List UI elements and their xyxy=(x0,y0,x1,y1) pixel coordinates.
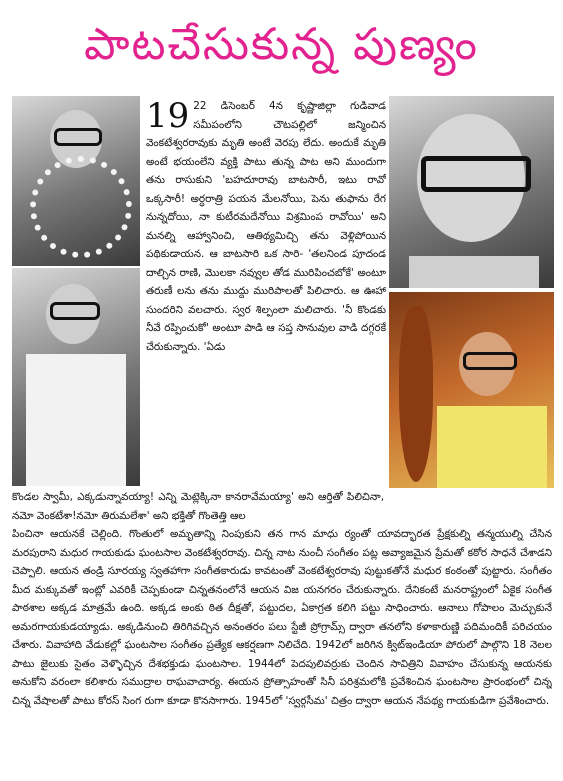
portrait-tanpura xyxy=(389,292,554,488)
portrait-standing xyxy=(12,268,140,486)
portrait-spectacles xyxy=(389,96,554,288)
article-column xyxy=(146,97,386,452)
dropcap: 19 xyxy=(146,97,190,136)
portrait-garland xyxy=(12,96,140,266)
article-body: పించినా ఆయనకే చెల్లింది. గొంతులో అమృతాన్ని నింపుకుని తన గాన మాధు ర్యంతో యావద్భారత ప్రేక్షకుల్ని తన్మయుల్ని చేసిన మరపురాని మధుర గాయకుడు ఘంటసాల వెంకటేశ్వరరావు. చిన్న నాట నుంచీ సంగీతం పట్ల అవ్యాజమైన ప్రేమతో కఠోర సాధనే చేశాడని చెప్పాలి. ఆయన తండ్రి సూరయ్య స్వతహాగా సంగీతకారుడు కావటంతో వెంకటేశ్వరరావు పుట్టుకతోనే మధుర కంఠంతో పుట్టారు. సంగీతం మీద మక్కువతో ఇంట్లో ఎవరికీ చెప్పకుండా చిన్నతనంలోనే ఆయన విజ యనగరం చేరుకున్నారు. దేనికంటే మనరాష్ట్రంలో ఏకైక సంగీత పాఠశాల అక్కడ మాత్రమే ఉంది. అక్కడ అంకు ఠిత దీక్షతో, పట్టుదల, ఏకాగ్రత కలిగి పట్టు సాధించారు. ఆనాలు గోపాలం మెచ్చుకునే అమరగాయకుడయ్యాడు. అక్కడినుంచి తిరిగివచ్చిన అనంతరం పలు స్టేజీ ప్రోగ్రామ్స్ ద్వారా తనలోని కళాకారుణ్ణి పదిమందికీ పరిచయం చేశారు. వివాహాది వేడుకల్లో ఘంటసాల సంగీతం ప్రత్యేక ఆకర్షణగా నిలిచేది. 1942లో జరిగిన క్విట్ఇండియా పోరులో పాల్గొని 18 నెలల పాటు జైలుకు సైతం వెళ్ళొచ్చిన దేశభక్తుడు ఘంటసాల. 1944లో పెదపులివర్రుకు చెందిన సావిత్రిని వివాహం చేసుకున్న ఆయనకు అనుకోని వరంలా కలిశారు సముద్రాల రాఘవాచార్య. ఈయన ప్రోత్సాహంతో సినీ పరిశ్రమలోకి ప్రవేశించిన ఘంటసాల ప్రారంభంలో చిన్న చిన్న వేషాలతో పాటు కోరస్ సింగ రుగా కూడా కొనసాగారు. 1945లో 'స్వర్గసీమ' చిత్రం ద్వారా ఆయన నేపథ్య గాయకుడిగా ప్రవేశించారు. xyxy=(12,528,552,707)
article-column-text: 22 డిసెంబర్ 4న కృష్ణాజిల్లా గుడివాడ సమీపంలోని చౌటపల్లిలో జన్మించిన వెంకటేశ్వరరావుకు మృతి అంటే వెరపు లేదు. అందుకే మృతి అంటే భయంలేని వ్యక్తి పాటు తున్న పాట అని ముందుగా తను రాసుకుని 'బహదూరావు బాటసారీ, ఇటు రావో ఒక్కసారీ! అర్ధరాత్రి పయన మేలనోయి, పెను తుఫాను రేగ నున్నదోయి, నా కుటీరమదేనోయి విశ్రమింప రావోయి' అని మనల్ని ఆహ్వానించి, ఆతిథ్యమిచ్చి తను వెళ్లిపోయిన పథికుడాయన. ఆ బాటసారి ఒక సారి- 'తలనిండ పూదండ దాల్చిన రాణి, మొలకా నవ్వుల తోడ మురిపించబోకే' అంటూ తరుణీ లను తను ముద్దు మురిపాలతో పిలిచారు. ఆ ఊహా సుందరిని వలచారు. స్వర శిల్పంలా మలిచారు. 'నీ కొండకు నీవే రప్పించుకో' అంటూ పాడి ఆ సప్త సానువుల వాడి దగ్గరకే చేరుకున్నారు. 'ఏడు xyxy=(146,100,386,353)
article-line: కొండల స్వామీ, ఎక్కడున్నావయ్యా! ఎన్ని మెట్లెక్కినా కానరావేమయ్యా' అని ఆర్తితో పిలిచినా, నమో వెంకటేశా!నమో తిరుమలేశా' అని భక్తితో గొంతెత్తి ఆల xyxy=(12,491,384,522)
page-title: పాటచేసుకున్న పుణ్యం xyxy=(84,19,479,70)
